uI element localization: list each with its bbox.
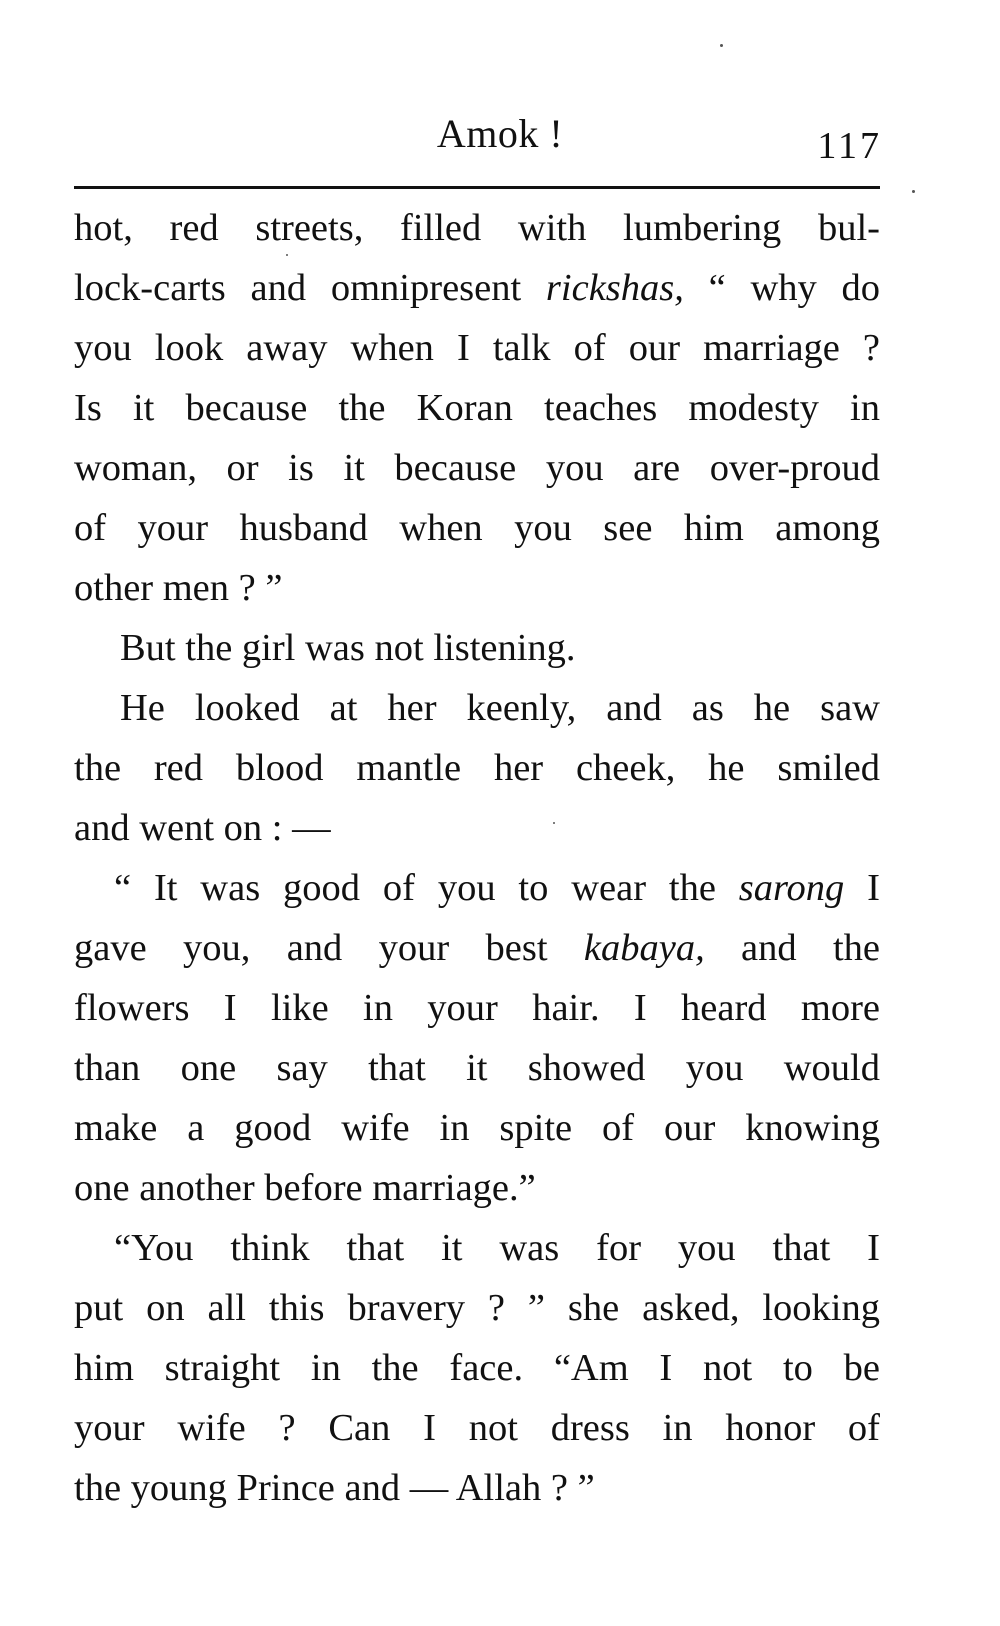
text-line: He looked at her keenly, and as he saw: [120, 687, 880, 729]
text-line: Is it because the Koran teaches modesty in: [74, 387, 880, 429]
text-line: put on all this bravery ? ” she asked, looking: [74, 1287, 880, 1329]
text-span: “ why do: [683, 267, 880, 309]
page-number: 117: [817, 125, 882, 167]
text-line: hot, red streets, filled with lumbering bul-: [74, 207, 880, 249]
text-span: and the: [704, 927, 880, 969]
text-line: you look away when I talk of our marriage ?: [74, 327, 880, 369]
text-line: make a good wife in spite of our knowing: [74, 1107, 880, 1149]
running-title: Amok !: [436, 111, 564, 156]
text-line: the young Prince and — Allah ? ”: [74, 1467, 595, 1509]
italic-word: sarong: [738, 867, 845, 909]
text-line: [74, 858, 880, 918]
text-line: flowers I like in your hair. I heard more: [74, 987, 880, 1029]
text-line: your wife ? Can I not dress in honor of: [74, 1407, 880, 1449]
text-line: than one say that it showed you would: [74, 1047, 880, 1089]
italic-word: rickshas,: [545, 267, 684, 309]
text-line: [74, 918, 880, 978]
paper-speck: [553, 822, 555, 824]
text-line: him straight in the face. “Am I not to be: [74, 1347, 880, 1389]
header-rule: [74, 186, 880, 189]
text-line: woman, or is it because you are over-proud: [74, 447, 880, 489]
text-line: and went on : —: [74, 807, 331, 849]
text-span: “ It was good of you to wear the: [114, 867, 739, 909]
paper-speck: [912, 190, 915, 193]
text-line: one another before marriage.”: [74, 1167, 536, 1209]
text-span: lock-carts and omnipresent: [74, 267, 546, 309]
text-line: “You think that it was for you that I: [114, 1227, 880, 1269]
italic-word: kabaya,: [583, 927, 705, 969]
text-line: other men ? ”: [74, 567, 283, 609]
paper-speck: [720, 44, 723, 47]
text-line: of your husband when you see him among: [74, 507, 880, 549]
paper-speck: [286, 254, 288, 256]
text-span: gave you, and your best: [74, 927, 584, 969]
text-line: the red blood mantle her cheek, he smiled: [74, 747, 880, 789]
text-span: I: [844, 867, 880, 909]
body-text: [74, 198, 880, 1518]
text-line: [74, 258, 880, 318]
text-line: But the girl was not listening.: [120, 627, 576, 669]
